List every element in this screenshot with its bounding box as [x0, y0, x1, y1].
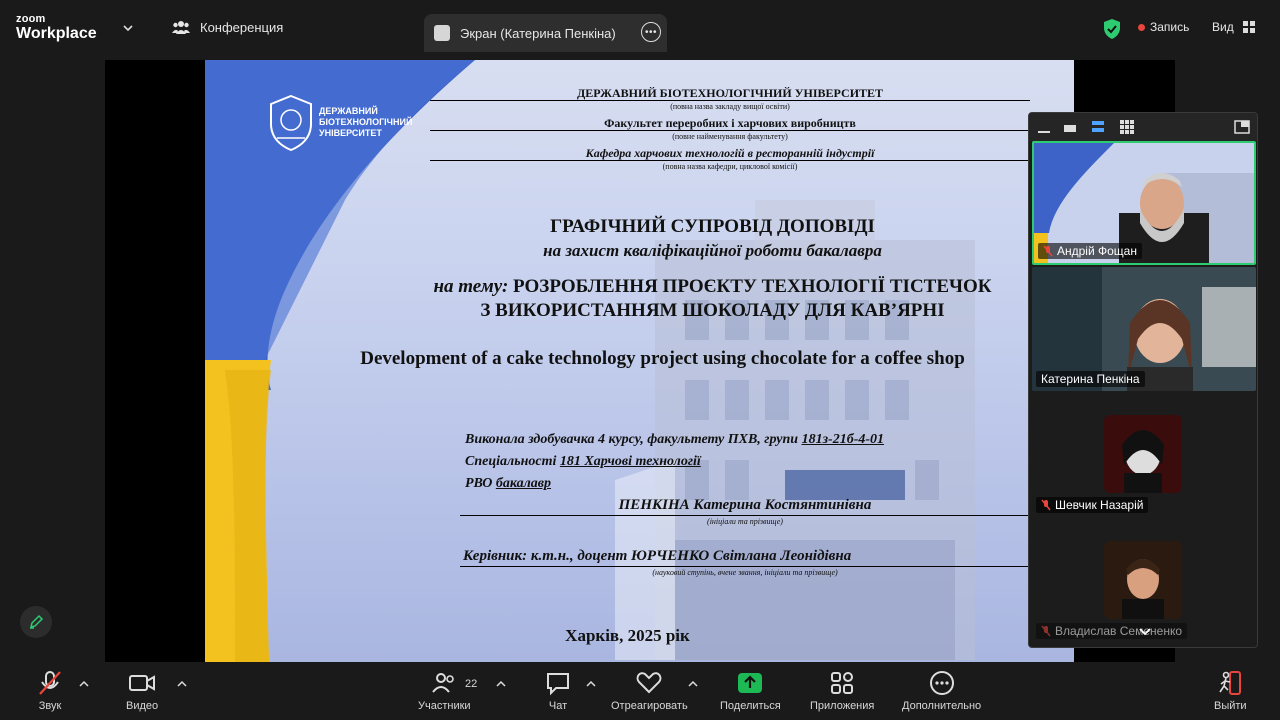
underline: [460, 515, 1030, 516]
record-indicator[interactable]: [1138, 20, 1189, 34]
university-hint: (повна назва закладу вищої освіти): [670, 102, 790, 111]
grid-view-icon: [1242, 20, 1256, 34]
participants-button[interactable]: [418, 670, 471, 712]
participant-name: Шевчик Назарій: [1055, 498, 1144, 512]
logo-caption: [319, 106, 412, 139]
participant-name-tag: [1036, 497, 1148, 513]
logo-bottom-text: Workplace: [16, 25, 97, 42]
video-label: Видео: [126, 700, 159, 712]
meeting-controls-bar: [0, 662, 1280, 720]
record-dot-icon: [1138, 24, 1145, 31]
more-label: Дополнительно: [902, 700, 982, 712]
university-logo-icon: [267, 94, 315, 152]
rvo-prefix: РВО: [465, 476, 496, 491]
audio-options-caret-icon[interactable]: [79, 679, 89, 689]
supervisor-hint: (науковий ступінь, вчене звання, ініціали та прізвище): [652, 568, 838, 577]
share-label: Поделиться: [720, 700, 781, 712]
more-button[interactable]: [902, 670, 981, 712]
speaker-view-icon[interactable]: [1063, 121, 1077, 135]
student-line-text: Виконала здобувачка 4 курсу, факультету ПХВ, групи: [465, 432, 802, 447]
logo-line-3: УНІВЕРСИТЕТ: [319, 128, 382, 138]
chat-label: Чат: [548, 700, 568, 712]
rvo-value: бакалавр: [495, 476, 552, 491]
underline: [460, 566, 1030, 567]
student-group: 181з-21б-4-01: [801, 432, 885, 447]
theme-line-1: [355, 276, 1070, 298]
logo-line-2: БІОТЕХНОЛОГІЧНИЙ: [319, 117, 413, 127]
view-button[interactable]: [1212, 20, 1256, 34]
audio-label: Звук: [38, 700, 62, 712]
muted-mic-icon: [36, 670, 64, 696]
student-name: ПЕНКІНА Катерина Костянтинівна: [618, 497, 872, 513]
presentation-slide: [205, 60, 1074, 662]
muted-mic-icon: [1041, 499, 1051, 511]
student-name-hint: (ініціали та прізвище): [707, 517, 783, 526]
participant-name-tag: [1036, 623, 1187, 639]
chat-bubble-icon: [544, 670, 572, 696]
screen-share-tab[interactable]: [424, 14, 667, 52]
react-button[interactable]: [611, 670, 688, 712]
heart-icon: [635, 670, 663, 696]
strip-view-icon[interactable]: [1091, 119, 1105, 135]
participant-tile[interactable]: [1032, 141, 1256, 265]
encryption-shield-icon[interactable]: [1102, 18, 1122, 40]
avatar-image: [1104, 541, 1182, 619]
more-dots-icon: [928, 670, 956, 696]
underline: [430, 130, 1030, 131]
conference-tab[interactable]: [172, 16, 283, 38]
screen-tab-label: Экран (Катерина Пенкіна): [460, 25, 616, 41]
rvo-line: [465, 476, 551, 492]
annotate-button[interactable]: [20, 606, 52, 638]
video-button[interactable]: [126, 670, 158, 712]
participants-label: Участники: [418, 700, 471, 712]
department-name: Кафедра харчових технологій в ресторанній індустрії: [585, 146, 875, 160]
specialty-line: [465, 454, 701, 470]
faculty-name: Факультет переробних і харчових виробництв: [604, 116, 856, 130]
participant-name: Владислав Семененко: [1055, 624, 1183, 638]
chat-options-caret-icon[interactable]: [586, 679, 596, 689]
slide-title: ГРАФІЧНИЙ СУПРОВІД ДОПОВІДІ: [550, 216, 875, 237]
gallery-grid-icon[interactable]: [1119, 119, 1135, 135]
pencil-icon: [28, 614, 44, 630]
react-options-caret-icon[interactable]: [688, 679, 698, 689]
department-hint: (повна назва кафедри, циклової комісії): [662, 162, 798, 171]
share-screen-icon: [736, 670, 764, 696]
theme-line-2: З ВИКОРИСТАННЯМ ШОКОЛАДУ ДЛЯ КАВ’ЯРНІ: [480, 300, 945, 321]
participants-options-caret-icon[interactable]: [496, 679, 506, 689]
participant-name-tag: [1038, 243, 1142, 259]
participant-name: Катерина Пенкіна: [1041, 372, 1140, 386]
theme-text-1: РОЗРОБЛЕННЯ ПРОЄКТУ ТЕХНОЛОГІЇ ТІСТЕЧОК: [513, 276, 992, 297]
participant-tile[interactable]: [1032, 519, 1256, 647]
minimize-icon[interactable]: [1037, 121, 1051, 135]
participants-gallery: [1028, 112, 1258, 648]
more-options-icon[interactable]: •••: [641, 22, 661, 42]
participant-name: Андрій Фощан: [1057, 244, 1137, 258]
specialty-prefix: Спеціальності: [465, 454, 560, 469]
apps-label: Приложения: [810, 700, 875, 712]
participants-count: 22: [465, 678, 478, 690]
slide-subtitle: на захист кваліфікаційної роботи бакалавра: [543, 241, 882, 260]
top-bar: [0, 0, 1280, 52]
logo-line-1: ДЕРЖАВНИЙ: [319, 106, 378, 116]
city-year: Харків, 2025 рік: [565, 626, 690, 645]
apps-icon: [828, 670, 856, 696]
chevron-down-icon[interactable]: [122, 22, 134, 34]
apps-button[interactable]: [810, 670, 874, 712]
faculty-hint: (повне найменування факультету): [672, 132, 788, 141]
underline: [430, 160, 1030, 161]
muted-mic-icon: [1041, 625, 1051, 637]
scroll-down-chevron-icon[interactable]: [1138, 627, 1152, 637]
view-label: Вид: [1212, 20, 1234, 34]
leave-button[interactable]: [1214, 670, 1247, 712]
leave-icon: [1216, 670, 1244, 696]
avatar: [1104, 415, 1182, 493]
record-label: Запись: [1150, 20, 1190, 34]
video-camera-icon: [128, 670, 156, 696]
participant-name-tag: [1036, 371, 1145, 387]
chat-button[interactable]: [544, 670, 572, 712]
theme-prefix: на тему:: [433, 276, 509, 297]
logo-top-text: zoom: [16, 13, 46, 25]
gallery-toolbar: [1029, 113, 1258, 141]
participant-tile[interactable]: [1032, 393, 1256, 517]
screen-tab-icon: [434, 25, 450, 41]
supervisor: Керівник: к.т.н., доцент ЮРЧЕНКО Світлана Леонідівна: [463, 548, 852, 564]
specialty-value: 181 Харчові технології: [559, 454, 701, 469]
share-button[interactable]: [720, 670, 781, 712]
participants-group-icon: [172, 19, 190, 35]
leave-label: Выйти: [1214, 700, 1247, 712]
video-options-caret-icon[interactable]: [177, 679, 187, 689]
university-name: ДЕРЖАВНИЙ БІОТЕХНОЛОГІЧНИЙ УНІВЕРСИТЕТ: [576, 86, 884, 100]
avatar: [1104, 541, 1182, 619]
english-title: Development of a cake technology project using chocolate for a coffee shop: [360, 348, 965, 369]
avatar-image: [1104, 415, 1182, 493]
underline: [430, 100, 1030, 101]
pop-out-icon[interactable]: [1234, 120, 1250, 134]
conference-label: Конференция: [200, 19, 284, 35]
participants-icon: [430, 670, 458, 696]
audio-button[interactable]: [36, 670, 64, 712]
react-label: Отреагировать: [611, 700, 688, 712]
student-line: [465, 432, 884, 448]
zoom-logo: [16, 14, 97, 42]
participant-tile[interactable]: [1032, 267, 1256, 391]
muted-mic-icon: [1043, 245, 1053, 257]
